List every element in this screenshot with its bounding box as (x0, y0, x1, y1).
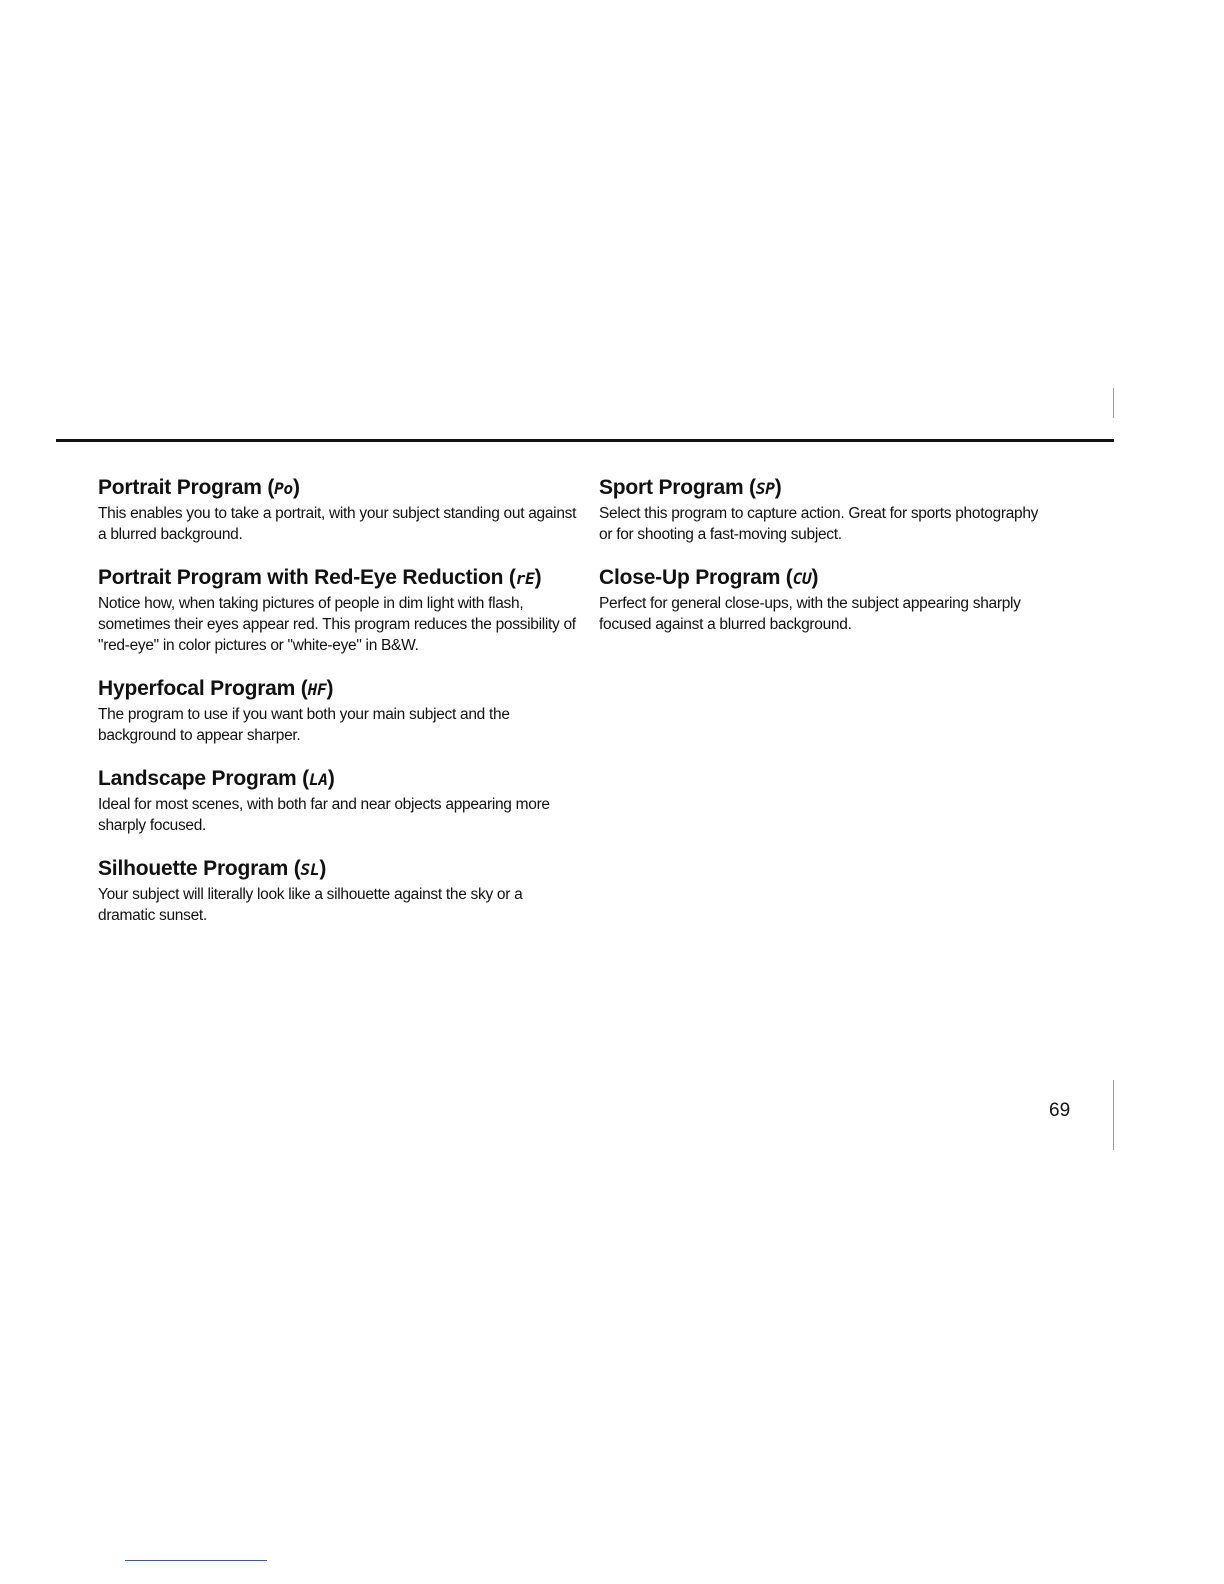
display-code: Po (274, 479, 293, 498)
section-description: Notice how, when taking pictures of people in dim light with flash, sometimes their eyes appear red. This program reduces the possibility of "red-eye" in color pictures or "white-eye" in B&W. (98, 595, 576, 654)
section-description: Select this program to capture action. Great for sports photography or for shooting a fast-moving subject. (599, 505, 1039, 543)
section-heading: Sport Program (SP) (599, 476, 782, 499)
display-code: rE (515, 569, 535, 588)
section-heading: Hyperfocal Program (HF) (98, 677, 334, 700)
section-heading: Close-Up Program (CU) (599, 566, 819, 589)
scan-edge-line (125, 1560, 267, 1561)
sport-program-section (599, 474, 1039, 545)
section-description: Perfect for general close-ups, with the subject appearing sharply focused against a blurred background. (599, 595, 1021, 633)
display-code: SL (300, 860, 320, 879)
section-heading: Landscape Program (LA) (98, 767, 335, 790)
left-column (98, 474, 578, 945)
display-code: SP (755, 479, 775, 498)
page-number: 69 (1049, 1100, 1071, 1121)
silhouette-program-section (98, 855, 578, 926)
scan-edge-mark (1113, 1080, 1114, 1150)
landscape-program-section (98, 765, 578, 836)
right-column (599, 474, 1039, 654)
close-up-program-section (599, 564, 1039, 635)
horizontal-divider (56, 439, 1114, 442)
hyperfocal-program-section (98, 675, 578, 746)
section-heading: Portrait Program with Red-Eye Reduction (rE) (98, 566, 542, 589)
section-description: The program to use if you want both your main subject and the background to appear sharper. (98, 706, 510, 744)
display-code: HF (307, 680, 327, 699)
red-eye-program-section (98, 564, 578, 656)
display-code: LA (308, 770, 328, 789)
portrait-program-section (98, 474, 578, 545)
display-code: CU (792, 569, 812, 588)
scan-edge-mark (1113, 388, 1114, 418)
section-description: This enables you to take a portrait, with your subject standing out against a blurred background. (98, 505, 577, 543)
section-description: Your subject will literally look like a silhouette against the sky or a dramatic sunset. (98, 886, 523, 924)
section-heading: Portrait Program (Po) (98, 476, 300, 499)
section-heading: Silhouette Program (SL) (98, 857, 327, 880)
section-description: Ideal for most scenes, with both far and near objects appearing more sharply focused. (98, 796, 550, 834)
